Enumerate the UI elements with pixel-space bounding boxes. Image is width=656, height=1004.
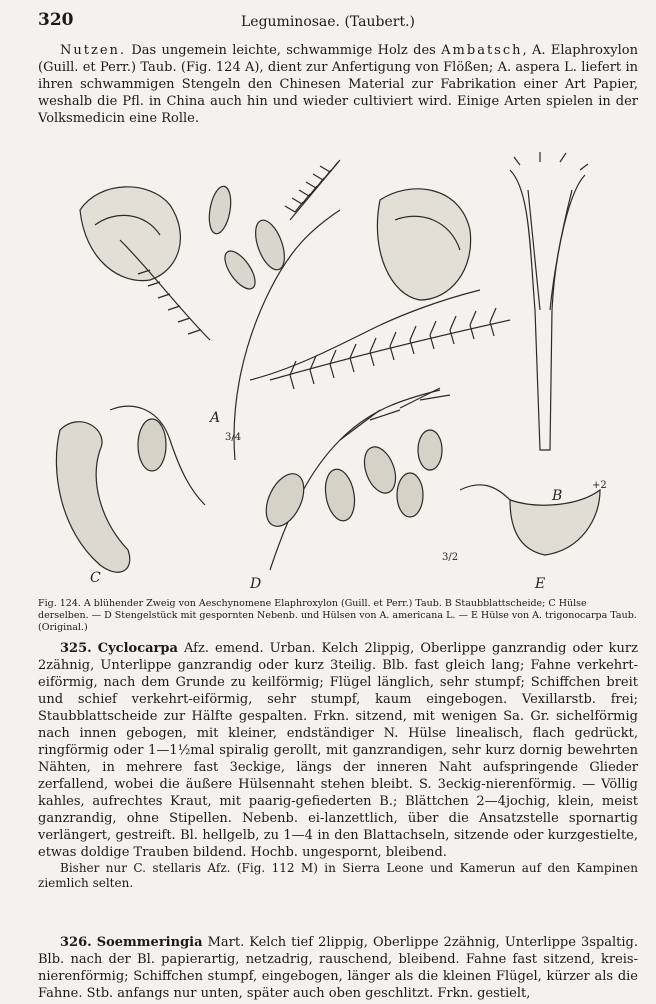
flower-left	[80, 187, 180, 281]
caption-text: Fig. 124. A blühender Zweig von Aeschynomene Elaphroxylon (Guill. et Perr.) Taub. B Staubblattscheide; C Hülse derselben. — D Stengelstück mit gespornten Nebenb. und Hülsen von A. americana L. — E Hülse von A. trigonocarpa Taub. (Original.)	[38, 598, 637, 633]
label-d: D	[250, 576, 262, 590]
section-325-text: Afz. emend. Urban. Kelch 2lippig, Oberlippe ganzrandig oder kurz 2zähnig, Unterlippe ganzrandig oder kurz 3teilig. Blb. fast gleich lang; Fahne verkehrt-eiförmig, nach dem Grunde zu keilförmig; Flügel länglich, sehr stumpf; Schiffchen breit und schief verkehrt-eiförmig, sehr stumpf, kaum eingebogen. Vexillarstb. frei; Staubblattscheide zur Hälfte gespalten. Frkn. sitzend, mit wenigen Sa. Gr. sichelförmig nach innen gebogen, mit kleiner, endständiger N. Hülse linealisch, flach gedrückt, ringförmig oder 1—1½mal spiralig gerollt, mit ganzrandigen, sehr kurz dornig bewehrten Nähten, in mehrere fast 3eckige, längs der inneren Naht aufspringende Glieder zerfallend, wobei die äußere Hülsennaht stehen bleibt. S. 3eckig-nierenförmig. — Völlig kahles, aufrechtes Kraut, mit paarig-gefiederten B.; Blättchen 2—4jochig, klein, meist ganzrandig, ohne Stipellen. Nebenb. ei-lanzettlich, über die Ansatzstelle spornartig verlängert, gestreift. Bl. hellgelb, zu 1—4 in den Blattachseln, sitzende oder kurzgestielte, etwas doldige Trauben bildend. Hochb. ungespornt, bleibend.	[38, 641, 638, 860]
nutzen-name: Ambatsch	[441, 43, 523, 58]
nutzen-text-a: Das ungemein leichte, schwammige Holz des	[126, 43, 442, 58]
label-scale-d: 3/2	[442, 552, 459, 563]
label-scale-a: 3/4	[225, 432, 242, 443]
section-326	[38, 934, 638, 1002]
nutzen-text-b: , A. Elaphroxylon (Guill. et Perr.) Taub. (Fig. 124 A), dient zur Anfertigung von Flößen; A. aspera L. liefert in ihren schwammigen Stengeln den Chinesen Material zur Fabrikation einer Art Papier, weshalb die Pfl. in China auch hin und wieder cultiviert wird. Einige Arten spielen in der Volksmedicin eine Rolle.	[38, 43, 638, 126]
flower-right	[377, 189, 470, 300]
page-number: 320	[38, 10, 74, 30]
label-c: C	[90, 570, 101, 586]
label-scale-b: +2	[592, 480, 607, 491]
section-325	[38, 640, 638, 891]
section-326-text: Mart. Kelch tief 2lippig, Oberlippe 2zähnig, Unterlippe 3spaltig. Blb. nach der Bl. papierartig, netzadrig, rauschend, bleibend. Fahne fast sitzend, kreis-nierenförmig; Schiffchen stumpf, eingebogen, länger als die kleinen Flügel, kürzer als die Fahne. Stb. anfangs nur unten, später auch oben geschlitzt. Frkn. gestielt,	[38, 935, 638, 1001]
figure-caption	[38, 598, 638, 634]
stamen-sheath	[510, 170, 585, 450]
botanical-figure	[40, 150, 640, 590]
nutzen-lead: Nutzen.	[60, 43, 127, 58]
section-326-number: 326.	[60, 935, 92, 950]
section-326-genus: Soemmeringia	[96, 935, 203, 950]
nutzen-paragraph	[38, 42, 638, 127]
figure-drawing	[40, 150, 640, 590]
label-e: E	[535, 576, 546, 590]
running-head: Leguminosae. (Taubert.)	[240, 14, 416, 30]
section-325-note: Bisher nur C. stellaris Afz. (Fig. 112 M) in Sierra Leone und Kamerun auf den Kampinen ziemlich selten.	[38, 861, 638, 890]
section-325-genus: Cyclocarpa	[97, 641, 178, 656]
pod-c	[56, 422, 129, 573]
label-a: A	[210, 410, 221, 426]
section-325-number: 325.	[60, 641, 92, 656]
branch-stem	[234, 210, 340, 460]
label-b: B	[552, 488, 563, 504]
